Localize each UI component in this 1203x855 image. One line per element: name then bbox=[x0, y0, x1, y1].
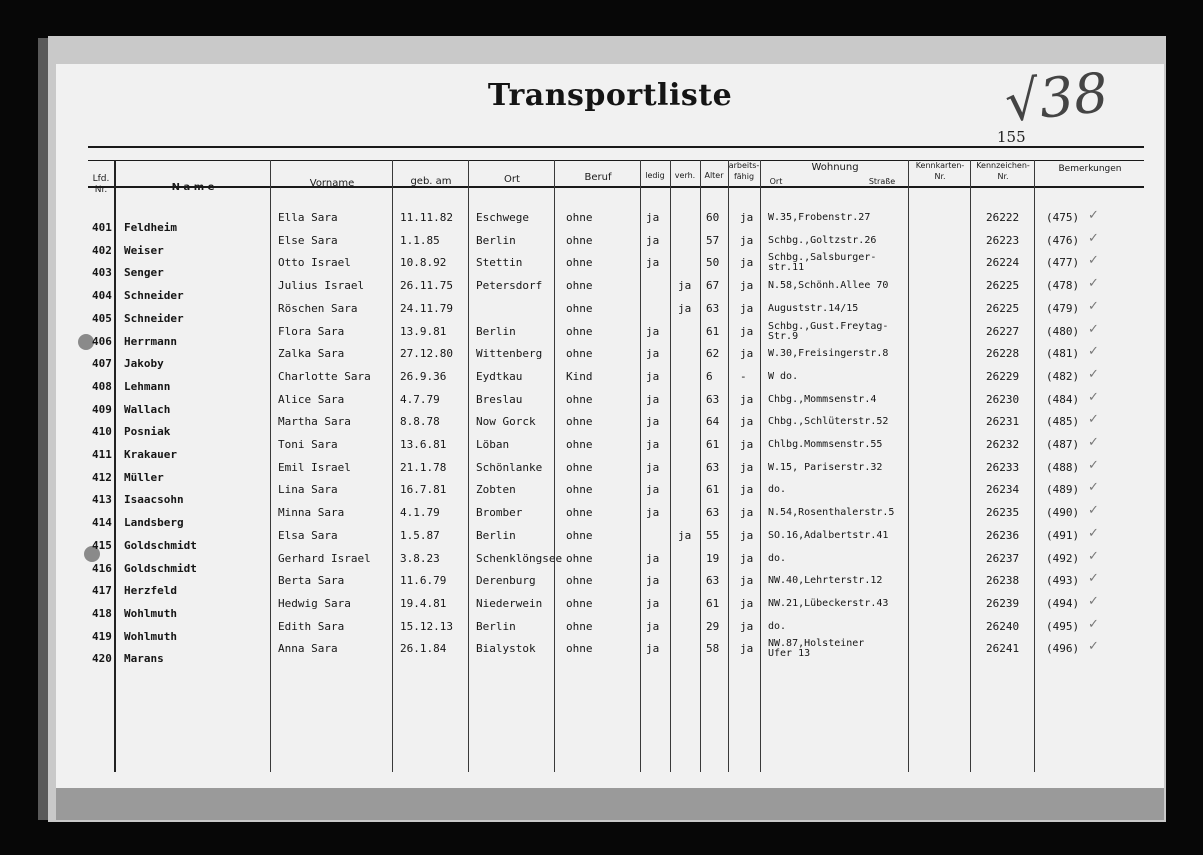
cell-beruf: ohne bbox=[566, 324, 593, 338]
cell-kz: 26230 bbox=[986, 392, 1020, 406]
cell-name: Posniak bbox=[124, 425, 171, 439]
cell-ort: Breslau bbox=[476, 392, 523, 406]
header-kennkarten: Kennkarten- Nr. bbox=[915, 161, 965, 181]
cell-nr: 403 bbox=[92, 266, 112, 280]
cell-arb: ja bbox=[740, 392, 754, 406]
cell-ort: Berlin bbox=[476, 528, 516, 542]
cell-nr: 416 bbox=[92, 561, 112, 575]
cell-wohnung: W do. bbox=[768, 370, 799, 382]
cell-arb: ja bbox=[740, 619, 754, 633]
cell-geb: 26.9.36 bbox=[400, 369, 447, 383]
cell-geb: 26.11.75 bbox=[400, 279, 453, 293]
cell-beruf: ohne bbox=[566, 506, 593, 520]
cell-beruf: Kind bbox=[566, 369, 593, 383]
check-mark-icon: ✓ bbox=[1088, 298, 1099, 314]
cell-ort: Stettin bbox=[476, 256, 523, 270]
cell-alter: 63 bbox=[706, 301, 720, 315]
cell-vorname: Gerhard Israel bbox=[278, 551, 371, 565]
cell-vorname: Julius Israel bbox=[278, 279, 365, 293]
check-mark-icon: ✓ bbox=[1088, 230, 1099, 246]
cell-bem: (476) bbox=[1046, 233, 1080, 247]
cell-wohnung: NW.21,Lübeckerstr.43 bbox=[768, 597, 889, 609]
cell-nr: 419 bbox=[92, 629, 112, 643]
cell-beruf: ohne bbox=[566, 438, 593, 451]
cell-arb: ja bbox=[740, 324, 754, 338]
cell-ledig: ja bbox=[646, 369, 660, 383]
cell-alter: 63 bbox=[706, 506, 720, 520]
cell-geb: 16.7.81 bbox=[400, 483, 447, 497]
cell-arb: ja bbox=[740, 233, 754, 247]
check-mark-icon: ✓ bbox=[1088, 480, 1099, 496]
cell-kz: 26237 bbox=[986, 551, 1020, 565]
cell-vorname: Lina Sara bbox=[278, 483, 338, 497]
cell-ort: Bromber bbox=[476, 506, 523, 520]
cell-beruf: ohne bbox=[566, 528, 593, 542]
cell-wohnung: do. bbox=[768, 620, 787, 632]
cell-wohnung: SO.16,Adalbertstr.41 bbox=[768, 529, 889, 541]
header-beruf: Beruf bbox=[584, 172, 612, 183]
cell-vorname: Martha Sara bbox=[278, 415, 351, 429]
cell-geb: 10.8.92 bbox=[400, 256, 447, 270]
cell-vorname: Röschen Sara bbox=[278, 301, 358, 315]
cell-kz: 26238 bbox=[986, 574, 1020, 588]
cell-vorname: Alice Sara bbox=[278, 392, 345, 406]
cell-kz: 26227 bbox=[986, 324, 1020, 338]
cell-arb: ja bbox=[740, 347, 754, 361]
cell-beruf: ohne bbox=[566, 596, 593, 610]
cell-kz: 26229 bbox=[986, 369, 1020, 383]
cell-bem: (490) bbox=[1046, 506, 1080, 520]
cell-alter: 58 bbox=[706, 642, 720, 656]
cell-alter: 63 bbox=[706, 460, 720, 474]
cell-arb: ja bbox=[740, 596, 754, 610]
cell-vorname: Minna Sara bbox=[278, 506, 345, 520]
cell-wohnung: Schbg.,Goltzstr.26 bbox=[768, 234, 877, 246]
check-mark-icon: ✓ bbox=[1088, 208, 1099, 223]
col-rule-name bbox=[270, 160, 271, 772]
cell-vorname: Otto Israel bbox=[278, 256, 351, 270]
cell-beruf: ohne bbox=[566, 619, 593, 633]
cell-geb: 13.6.81 bbox=[400, 438, 447, 451]
cell-vorname: Hedwig Sara bbox=[278, 596, 351, 610]
cell-ledig: ja bbox=[646, 415, 660, 429]
cell-wohnung: Chbg.,Schlüterstr.52 bbox=[768, 416, 889, 428]
cell-geb: 8.8.78 bbox=[400, 415, 440, 429]
cell-geb: 27.12.80 bbox=[400, 347, 453, 361]
cell-ledig: ja bbox=[646, 506, 660, 520]
cell-vorname: Ella Sara bbox=[278, 211, 338, 224]
cell-wohnung: W.35,Frobenstr.27 bbox=[768, 212, 871, 223]
col-rule-arb bbox=[760, 160, 761, 772]
cell-vorname: Else Sara bbox=[278, 233, 338, 247]
cell-ort: Löban bbox=[476, 438, 510, 451]
cell-bem: (491) bbox=[1046, 528, 1080, 542]
cell-nr: 418 bbox=[92, 606, 112, 620]
cell-alter: 55 bbox=[706, 528, 720, 542]
cell-vorname: Bertа Sara bbox=[278, 574, 345, 588]
cell-wohnung: NW.87,Holsteiner Ufer 13 bbox=[768, 638, 865, 660]
cell-ort: Berlin bbox=[476, 619, 516, 633]
cell-kz: 26234 bbox=[986, 483, 1020, 497]
check-mark-icon: ✓ bbox=[1088, 593, 1099, 609]
cell-beruf: ohne bbox=[566, 460, 593, 474]
cell-bem: (489) bbox=[1046, 483, 1080, 497]
cell-ledig: ja bbox=[646, 438, 660, 451]
cell-geb: 19.4.81 bbox=[400, 596, 447, 610]
check-mark-icon: ✓ bbox=[1088, 435, 1099, 450]
cell-name: Goldschmidt bbox=[124, 538, 197, 552]
cell-kz: 26225 bbox=[986, 279, 1020, 293]
cell-kz: 26222 bbox=[986, 211, 1020, 224]
header-ledig: ledig bbox=[645, 171, 665, 180]
cell-beruf: ohne bbox=[566, 642, 593, 656]
cell-bem: (485) bbox=[1046, 415, 1080, 429]
cell-ledig: ja bbox=[646, 256, 660, 270]
check-mark-icon: ✓ bbox=[1088, 616, 1099, 632]
cell-bem: (480) bbox=[1046, 324, 1080, 338]
cell-beruf: ohne bbox=[566, 551, 593, 565]
cell-geb: 4.1.79 bbox=[400, 506, 440, 520]
check-mark-icon: ✓ bbox=[1088, 639, 1099, 655]
header-vorname: Vorname bbox=[309, 178, 355, 189]
cell-ledig: ja bbox=[646, 619, 660, 633]
cell-kz: 26240 bbox=[986, 619, 1020, 633]
cell-alter: 57 bbox=[706, 233, 720, 247]
check-mark-icon: ✓ bbox=[1088, 571, 1099, 587]
cell-geb: 3.8.23 bbox=[400, 551, 440, 565]
cell-bem: (488) bbox=[1046, 460, 1080, 474]
cell-ort: Now Gorck bbox=[476, 415, 536, 429]
cell-geb: 13.9.81 bbox=[400, 324, 447, 338]
col-rule-wohnung bbox=[908, 160, 909, 772]
cell-name: Wohlmuth bbox=[124, 606, 177, 620]
cell-bem: (496) bbox=[1046, 642, 1080, 656]
cell-alter: 61 bbox=[706, 324, 720, 338]
check-mark-icon: ✓ bbox=[1088, 276, 1099, 292]
col-rule-kennzeichen bbox=[1034, 160, 1035, 772]
cell-geb: 21.1.78 bbox=[400, 460, 447, 474]
cell-name: Senger bbox=[124, 266, 164, 280]
cell-kz: 26236 bbox=[986, 528, 1020, 542]
cell-ort: Berlin bbox=[476, 324, 516, 338]
cell-kz: 26224 bbox=[986, 256, 1020, 270]
check-mark-icon: ✓ bbox=[1088, 503, 1099, 519]
col-rule-geb bbox=[468, 160, 469, 772]
cell-ledig: ja bbox=[646, 551, 660, 565]
top-rule bbox=[88, 146, 1144, 148]
cell-arb: ja bbox=[740, 506, 754, 520]
cell-ledig: ja bbox=[646, 460, 660, 474]
cell-verh: ja bbox=[678, 279, 692, 293]
cell-ort: Zobten bbox=[476, 483, 516, 497]
cell-bem: (493) bbox=[1046, 574, 1080, 588]
cell-wohnung: NW.40,Lehrterstr.12 bbox=[768, 575, 883, 587]
cell-ort: Niederwein bbox=[476, 596, 543, 610]
cell-ort: Derenburg bbox=[476, 574, 536, 588]
cell-bem: (475) bbox=[1046, 211, 1080, 224]
cell-ort: Eydtkau bbox=[476, 369, 523, 383]
cell-kz: 26223 bbox=[986, 233, 1020, 247]
cell-nr: 407 bbox=[92, 357, 112, 371]
header-verh: verh. bbox=[674, 171, 696, 180]
cell-beruf: ohne bbox=[566, 415, 593, 429]
cell-geb: 11.6.79 bbox=[400, 574, 447, 588]
col-rule-ledig bbox=[670, 160, 671, 772]
cell-name: Landsberg bbox=[124, 516, 184, 530]
cell-arb: ja bbox=[740, 415, 754, 429]
cell-bem: (494) bbox=[1046, 596, 1080, 610]
cell-alter: 50 bbox=[706, 256, 720, 270]
cell-ledig: ja bbox=[646, 347, 660, 361]
cell-wohnung: Chbg.,Mommsenstr.4 bbox=[768, 393, 877, 405]
cell-kz: 26228 bbox=[986, 347, 1020, 361]
cell-alter: 29 bbox=[706, 619, 720, 633]
cell-wohnung: N.54,Rosenthalerstr.5 bbox=[768, 507, 895, 519]
check-mark-icon: ✓ bbox=[1088, 548, 1099, 564]
cell-geb: 26.1.84 bbox=[400, 642, 447, 656]
cell-arb: ja bbox=[740, 211, 754, 224]
header-wohnung-strasse: Straße bbox=[868, 177, 896, 186]
cell-nr: 412 bbox=[92, 470, 112, 484]
cell-ledig: ja bbox=[646, 392, 660, 406]
cell-nr: 414 bbox=[92, 516, 112, 530]
cell-ort: Schönlanke bbox=[476, 460, 543, 474]
cell-ort: Schenklöngsee bbox=[476, 551, 563, 565]
check-mark-icon: ✓ bbox=[1088, 366, 1099, 382]
col-rule-beruf bbox=[640, 160, 641, 772]
cell-alter: 61 bbox=[706, 483, 720, 497]
cell-beruf: ohne bbox=[566, 233, 593, 247]
cell-name: Feldheim bbox=[124, 221, 177, 234]
cell-beruf: ohne bbox=[566, 574, 593, 588]
cell-name: Weiser bbox=[124, 243, 164, 257]
cell-verh: ja bbox=[678, 528, 692, 542]
cell-arb: ja bbox=[740, 574, 754, 588]
cell-name: Lehmann bbox=[124, 379, 171, 393]
cell-ort: Wittenberg bbox=[476, 347, 543, 361]
cell-name: Schneider bbox=[124, 311, 184, 325]
cell-kz: 26233 bbox=[986, 460, 1020, 474]
cell-nr: 402 bbox=[92, 243, 112, 257]
cell-ort: Eschwege bbox=[476, 211, 529, 224]
cell-alter: 61 bbox=[706, 596, 720, 610]
cell-bem: (482) bbox=[1046, 369, 1080, 383]
cell-bem: (477) bbox=[1046, 256, 1080, 270]
cell-ort: Bialystok bbox=[476, 642, 536, 656]
cell-vorname: Flora Sara bbox=[278, 324, 345, 338]
cell-wohnung: Schbg.,Salsburger- str.11 bbox=[768, 252, 877, 274]
cell-ort: Petersdorf bbox=[476, 279, 543, 293]
cell-nr: 409 bbox=[92, 402, 112, 416]
check-mark-icon: ✓ bbox=[1088, 412, 1099, 428]
cell-kz: 26232 bbox=[986, 438, 1020, 451]
check-mark-icon: ✓ bbox=[1088, 321, 1099, 337]
cell-ledig: ja bbox=[646, 642, 660, 656]
cell-beruf: ohne bbox=[566, 483, 593, 497]
cell-arb: ja bbox=[740, 279, 754, 293]
cell-vorname: Zalka Sara bbox=[278, 347, 345, 361]
cell-beruf: ohne bbox=[566, 256, 593, 270]
cell-bem: (484) bbox=[1046, 392, 1080, 406]
cell-beruf: ohne bbox=[566, 392, 593, 406]
cell-wohnung: do. bbox=[768, 484, 787, 496]
cell-wohnung: Chlbg.Mommsenstr.55 bbox=[768, 439, 883, 450]
cell-bem: (479) bbox=[1046, 301, 1080, 315]
cell-ort: Berlin bbox=[476, 233, 516, 247]
cell-bem: (478) bbox=[1046, 279, 1080, 293]
cell-name: Jakoby bbox=[124, 357, 164, 371]
cell-beruf: ohne bbox=[566, 347, 593, 361]
cell-vorname: Anna Sara bbox=[278, 642, 338, 656]
cell-arb: ja bbox=[740, 256, 754, 270]
col-rule-ort bbox=[554, 160, 555, 772]
document-title: Transportliste bbox=[487, 78, 733, 113]
header-name: N a m e bbox=[171, 182, 215, 193]
cell-geb: 11.11.82 bbox=[400, 211, 453, 224]
cell-name: Müller bbox=[124, 470, 164, 484]
cell-nr: 410 bbox=[92, 425, 112, 439]
cell-name: Wallach bbox=[124, 402, 171, 416]
cell-ledig: ja bbox=[646, 233, 660, 247]
header-bemerkungen: Bemerkungen bbox=[1058, 164, 1122, 174]
cell-beruf: ohne bbox=[566, 279, 593, 293]
header-wohnung-ort: Ort bbox=[769, 177, 783, 186]
cell-name: Marans bbox=[124, 652, 164, 666]
cell-nr: 408 bbox=[92, 379, 112, 393]
cell-beruf: ohne bbox=[566, 211, 593, 224]
cell-name: Herzfeld bbox=[124, 584, 177, 598]
header-ort: Ort bbox=[504, 174, 520, 185]
cell-verh: ja bbox=[678, 301, 692, 315]
cell-nr: 405 bbox=[92, 311, 112, 325]
cell-ledig: ja bbox=[646, 324, 660, 338]
cell-wohnung: do. bbox=[768, 552, 787, 564]
cell-name: Isaacsohn bbox=[124, 493, 184, 507]
cell-kz: 26239 bbox=[986, 596, 1020, 610]
cell-arb: ja bbox=[740, 551, 754, 565]
cell-wohnung: N.58,Schönh.Allee 70 bbox=[768, 280, 889, 292]
cell-wohnung: W.15, Pariserstr.32 bbox=[768, 461, 883, 473]
cell-nr: 401 bbox=[92, 221, 112, 234]
cell-wohnung: W.30,Freisingerstr.8 bbox=[768, 348, 889, 360]
cell-name: Wohlmuth bbox=[124, 629, 177, 643]
cell-geb: 1.5.87 bbox=[400, 528, 440, 542]
col-rule-alter bbox=[728, 160, 729, 772]
cell-alter: 67 bbox=[706, 279, 720, 293]
cell-geb: 15.12.13 bbox=[400, 619, 453, 633]
cell-alter: 60 bbox=[706, 211, 720, 224]
check-mark-icon: ✓ bbox=[1088, 344, 1099, 360]
cell-nr: 417 bbox=[92, 584, 112, 598]
cell-nr: 413 bbox=[92, 493, 112, 507]
cell-name: Schneider bbox=[124, 289, 184, 303]
cell-bem: (481) bbox=[1046, 347, 1080, 361]
cell-alter: 6 bbox=[706, 369, 713, 383]
cell-bem: (492) bbox=[1046, 551, 1080, 565]
cell-ledig: ja bbox=[646, 596, 660, 610]
header-geb-am: geb. am bbox=[410, 176, 452, 187]
cell-kz: 26241 bbox=[986, 642, 1020, 656]
cell-alter: 19 bbox=[706, 551, 720, 565]
cell-kz: 26231 bbox=[986, 415, 1020, 429]
cell-name: Herrmann bbox=[124, 334, 177, 348]
header-kennzeichen: Kennzeichen- Nr. bbox=[976, 161, 1030, 181]
header-wohnung: Wohnung bbox=[811, 162, 859, 173]
cell-vorname: Elsa Sara bbox=[278, 528, 338, 542]
header-lfd-nr: Lfd. Nr. bbox=[92, 174, 110, 195]
header-alter: Alter bbox=[704, 171, 724, 180]
cell-arb: - bbox=[740, 369, 747, 383]
cell-wohnung: Auguststr.14/15 bbox=[768, 302, 859, 314]
cell-ledig: ja bbox=[646, 483, 660, 497]
handwritten-mark: √38 bbox=[1001, 60, 1112, 135]
col-rule-kennkarten bbox=[970, 160, 971, 772]
cell-nr: 411 bbox=[92, 448, 112, 461]
cell-kz: 26235 bbox=[986, 506, 1020, 520]
cell-vorname: Emil Israel bbox=[278, 460, 351, 474]
cell-alter: 63 bbox=[706, 574, 720, 588]
cell-alter: 62 bbox=[706, 347, 720, 361]
cell-name: Goldschmidt bbox=[124, 561, 197, 575]
cell-bem: (487) bbox=[1046, 438, 1080, 451]
cell-nr: 406 bbox=[92, 334, 112, 348]
cell-geb: 4.7.79 bbox=[400, 392, 440, 406]
cell-nr: 420 bbox=[92, 652, 112, 666]
cell-arb: ja bbox=[740, 483, 754, 497]
cell-ledig: ja bbox=[646, 574, 660, 588]
cell-arb: ja bbox=[740, 642, 754, 656]
cell-alter: 61 bbox=[706, 438, 720, 451]
cell-vorname: Toni Sara bbox=[278, 438, 338, 451]
cell-geb: 24.11.79 bbox=[400, 301, 453, 315]
cell-vorname: Charlotte Sara bbox=[278, 369, 371, 383]
col-rule-nr bbox=[114, 160, 116, 772]
check-mark-icon: ✓ bbox=[1088, 253, 1099, 269]
cell-nr: 404 bbox=[92, 289, 112, 303]
page-number: 155 bbox=[997, 128, 1026, 146]
cell-alter: 64 bbox=[706, 415, 720, 429]
cell-beruf: ohne bbox=[566, 301, 593, 315]
cell-bem: (495) bbox=[1046, 619, 1080, 633]
cell-arb: ja bbox=[740, 460, 754, 474]
cell-arb: ja bbox=[740, 528, 754, 542]
cell-alter: 63 bbox=[706, 392, 720, 406]
cell-geb: 1.1.85 bbox=[400, 233, 440, 247]
cell-ledig: ja bbox=[646, 211, 660, 224]
cell-name: Krakauer bbox=[124, 448, 177, 461]
header-arbeitsfaehig: arbeits- fähig bbox=[728, 161, 760, 181]
check-mark-icon: ✓ bbox=[1088, 525, 1099, 541]
cell-wohnung: Schbg.,Gust.Freytag- Str.9 bbox=[768, 320, 889, 342]
check-mark-icon: ✓ bbox=[1088, 457, 1099, 473]
cell-kz: 26225 bbox=[986, 301, 1020, 315]
film-bottom-strip bbox=[56, 788, 1164, 820]
cell-arb: ja bbox=[740, 301, 754, 315]
cell-vorname: Edith Sara bbox=[278, 619, 345, 633]
cell-arb: ja bbox=[740, 438, 754, 451]
check-mark-icon: ✓ bbox=[1088, 389, 1099, 405]
col-rule-vorname bbox=[392, 160, 393, 772]
cell-nr: 415 bbox=[92, 538, 112, 552]
col-rule-verh bbox=[700, 160, 701, 772]
